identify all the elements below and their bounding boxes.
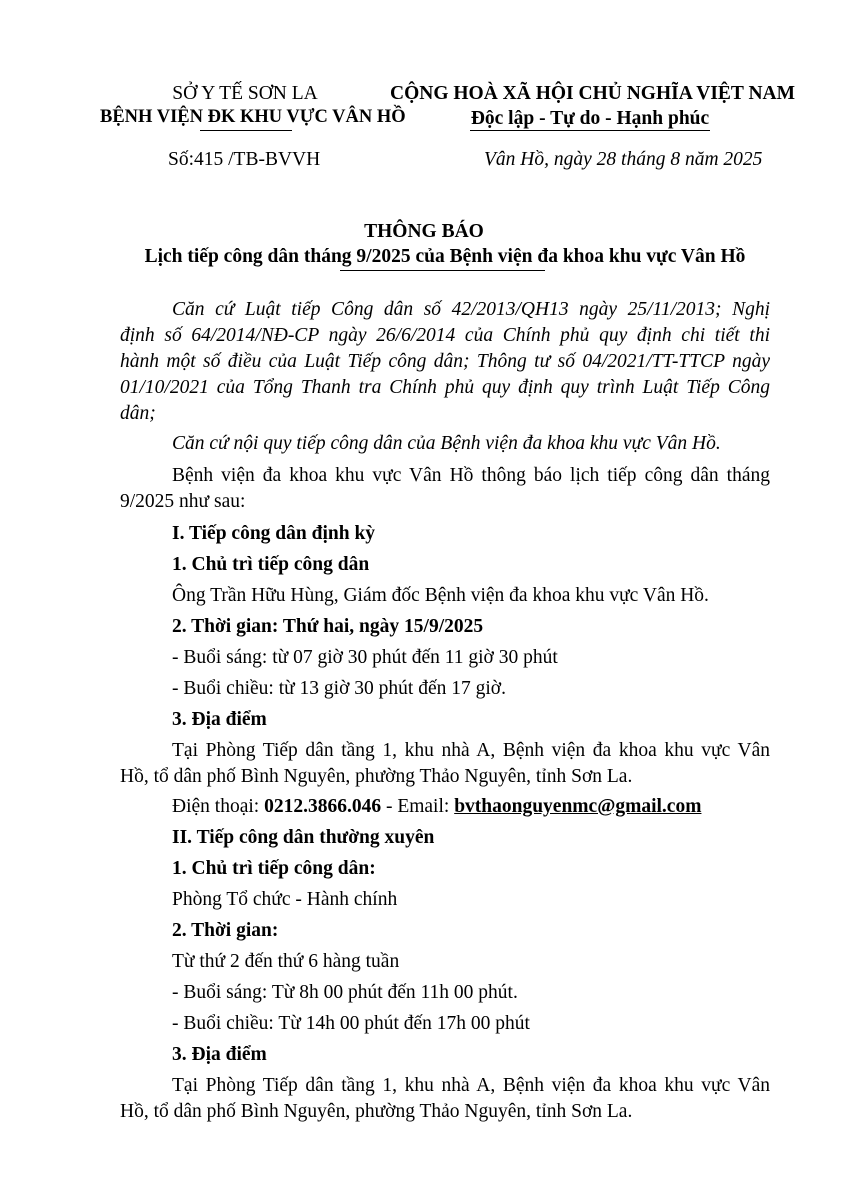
hospital-name: BỆNH VIỆN ĐK KHU VỰC VÂN HỒ [100,107,406,127]
header-left-underline [200,130,292,131]
document-date: Vân Hồ, ngày 28 tháng 8 năm 2025 [484,149,763,170]
schedule-morning: - Buổi sáng: từ 07 giờ 30 phút đến 11 giờ 30 phút [172,647,558,668]
basis-line: hành một số điều của Luật Tiếp công dân; Thông tư số 04/2021/TT-TTCP ngày [120,351,770,372]
place-line: Hồ, tổ dân phố Bình Nguyên, phường Thảo Nguyên, tỉnh Sơn La. [120,1101,633,1122]
basis-line: dân; [120,403,156,424]
subsection-heading: 2. Thời gian: Thứ hai, ngày 15/9/2025 [172,616,484,637]
email-label: - Email: [381,796,455,817]
email-link[interactable]: bvthaonguyenmc@gmail.com [454,796,702,817]
phone-label: Điện thoại: [172,796,265,817]
document-number: Số:415 /TB-BVVH [168,149,321,170]
schedule-days: Từ thứ 2 đến thứ 6 hàng tuần [172,951,400,972]
contact-line [172,793,701,820]
chair-person: Ông Trần Hữu Hùng, Giám đốc Bệnh viện đa khoa khu vực Vân Hồ. [172,585,709,606]
place-line: Tại Phòng Tiếp dân tầng 1, khu nhà A, Bệnh viện đa khoa khu vực Vân [172,1075,770,1096]
basis-line: định số 64/2014/NĐ-CP ngày 26/6/2014 của Chính phủ quy định chi tiết thi [120,325,770,346]
subsection-heading: 3. Địa điểm [172,709,267,730]
title-underline [340,270,545,271]
document-subtitle: Lịch tiếp công dân tháng 9/2025 của Bệnh viện đa khoa khu vực Vân Hồ [144,246,746,267]
basis-line: Căn cứ nội quy tiếp công dân của Bệnh viện đa khoa khu vực Vân Hồ. [172,433,721,454]
agency-name: SỞ Y TẾ SƠN LA [172,83,318,104]
basis-line: 01/10/2021 của Tổng Thanh tra Chính phủ quy định quy trình Luật Tiếp Công [120,377,770,398]
section-heading: II. Tiếp công dân thường xuyên [172,827,435,848]
schedule-afternoon: - Buổi chiều: Từ 14h 00 phút đến 17h 00 phút [172,1013,530,1034]
subsection-heading: 3. Địa điểm [172,1044,267,1065]
subsection-heading: 1. Chủ trì tiếp công dân: [172,858,376,879]
place-line: Tại Phòng Tiếp dân tầng 1, khu nhà A, Bệnh viện đa khoa khu vực Vân [172,740,770,761]
announce-line: 9/2025 như sau: [120,491,246,512]
announce-line: Bệnh viện đa khoa khu vực Vân Hồ thông báo lịch tiếp công dân tháng [172,465,770,486]
section-heading: I. Tiếp công dân định kỳ [172,523,376,544]
basis-line: Căn cứ Luật tiếp Công dân số 42/2013/QH13 ngày 25/11/2013; Nghị [172,299,770,320]
country-name: CỘNG HOÀ XÃ HỘI CHỦ NGHĨA VIỆT NAM [390,83,796,104]
motto: Độc lập - Tự do - Hạnh phúc [470,108,710,129]
schedule-afternoon: - Buổi chiều: từ 13 giờ 30 phút đến 17 giờ. [172,678,506,699]
header-right-underline [470,130,710,131]
subsection-heading: 2. Thời gian: [172,920,279,941]
subsection-heading: 1. Chủ trì tiếp công dân [172,554,370,575]
chair-department: Phòng Tổ chức - Hành chính [172,889,398,910]
phone-number[interactable]: 0212.3866.046 [264,796,382,817]
document-title: THÔNG BÁO [364,221,484,242]
schedule-morning: - Buổi sáng: Từ 8h 00 phút đến 11h 00 phút. [172,982,518,1003]
place-line: Hồ, tổ dân phố Bình Nguyên, phường Thảo Nguyên, tỉnh Sơn La. [120,766,633,787]
